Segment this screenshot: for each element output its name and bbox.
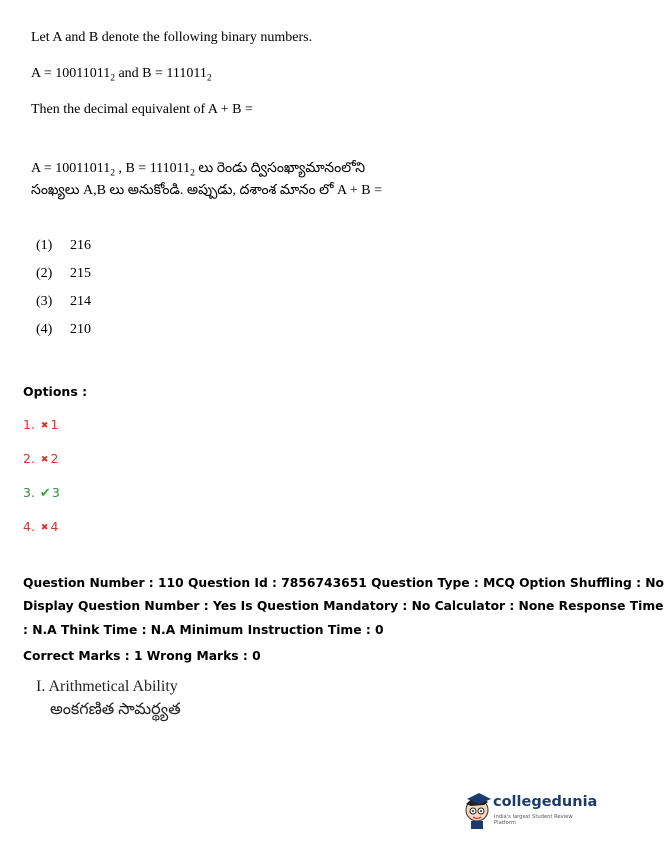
marks-info: Correct Marks : 1 Wrong Marks : 0	[23, 649, 261, 663]
question-binary-values	[31, 66, 212, 82]
answer-index: 3.	[23, 485, 35, 500]
mascot-icon	[463, 790, 493, 830]
choice-number: (1)	[36, 238, 53, 253]
question-text: Let A and B denote the following binary numbers.	[31, 30, 313, 45]
answer-option-2	[23, 451, 58, 466]
choice-value: 215	[70, 266, 91, 281]
section-title: I. Arithmetical Ability	[36, 678, 178, 695]
section-title-telugu: అంకగణిత సామర్థ్యత	[50, 701, 181, 718]
answer-option-3	[23, 485, 60, 501]
choice-number: (3)	[36, 294, 53, 309]
logo-tagline: India's largest Student Review Platform	[494, 814, 573, 826]
question-telugu-line1	[31, 160, 365, 179]
options-heading: Options :	[23, 384, 88, 399]
choice-value: 216	[70, 238, 91, 253]
choice-value: 210	[70, 322, 91, 337]
cross-icon: ✖	[40, 455, 49, 465]
base-subscript: 2	[206, 73, 212, 84]
question-meta-line: Question Number : 110 Question Id : 7856743651 Question Type : MCQ Option Shuffling : No	[23, 576, 664, 590]
value-a: A = 10011011	[31, 66, 111, 81]
answer-label: 2	[50, 451, 59, 466]
choice-value: 214	[70, 294, 91, 309]
question-meta-line: : N.A Think Time : N.A Minimum Instruction Time : 0	[23, 623, 384, 637]
logo-wordmark: collegedunia	[493, 794, 598, 810]
choice-number: (2)	[36, 266, 53, 281]
te-value-b: , B = 111011	[114, 161, 191, 176]
collegedunia-logo	[463, 790, 598, 830]
answer-index: 2.	[23, 451, 35, 466]
answer-option-1	[23, 417, 58, 432]
choice-number: (4)	[36, 322, 53, 337]
cross-icon: ✖	[40, 523, 49, 533]
answer-index: 1.	[23, 417, 35, 432]
answer-label: 1	[50, 417, 59, 432]
base-subscript: 2	[190, 168, 195, 179]
base-subscript: 2	[110, 73, 115, 84]
value-b: and B = 111011	[114, 66, 207, 81]
answer-option-4	[23, 519, 58, 534]
question-telugu-line2: సంఖ్యలు A,B లు అనుకోండి. అప్పుడు, దశాంశ మానం లో A + B =	[31, 183, 383, 198]
answer-label: 3	[51, 485, 60, 500]
answer-index: 4.	[23, 519, 35, 534]
check-icon: ✔	[39, 486, 51, 501]
cross-icon: ✖	[40, 421, 49, 431]
te-text: లు రెండు ద్విసంఖ్యామానంలోని	[194, 161, 366, 176]
te-value-a: A = 10011011	[31, 161, 111, 176]
question-prompt: Then the decimal equivalent of A + B =	[31, 102, 253, 117]
question-meta-line: Display Question Number : Yes Is Question Mandatory : No Calculator : None Response Time	[23, 599, 664, 613]
answer-label: 4	[50, 519, 59, 534]
base-subscript: 2	[110, 168, 115, 179]
